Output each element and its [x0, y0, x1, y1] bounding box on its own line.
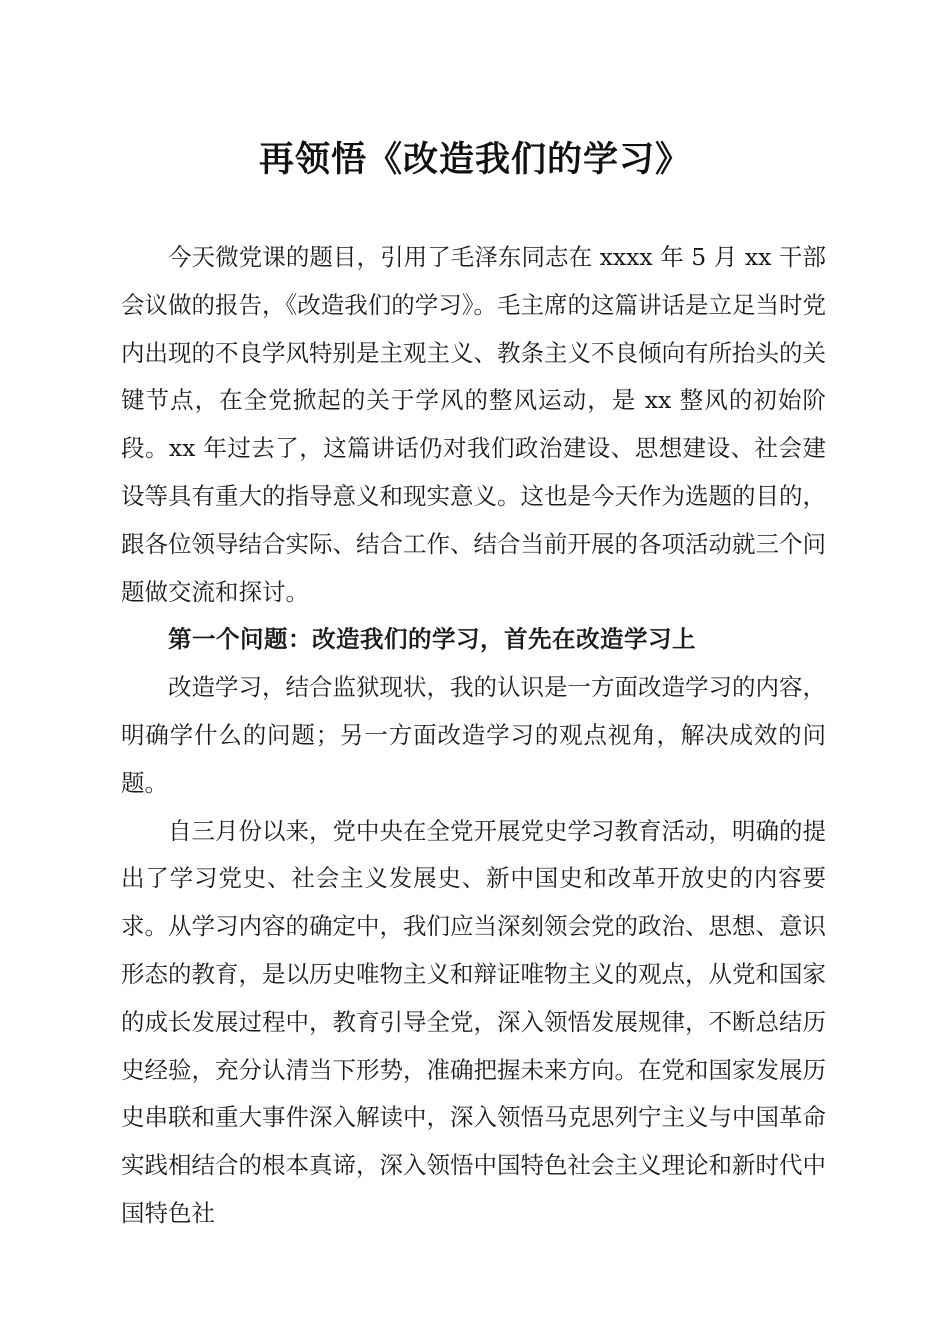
- paragraph-intro: 今天微党课的题目，引用了毛泽东同志在 xxxx 年 5 月 xx 干部会议做的报告，《改造我们的学习》。毛主席的这篇讲话是立足当时党内出现的不良学风特别是主观主义、教条主义不良倾向有所抬头的关键节点，在全党掀起的关于学风的整风运动，是 xx 整风的初始阶段。xx 年过去了，这篇讲话仍对我们政治建设、思想建设、社会建设等具有重大的指导意义和现实意义。这也是今天作为选题的目的，跟各位领导结合实际、结合工作、结合当前开展的各项活动就三个问题做交流和探讨。: [121, 243, 826, 606]
- paragraph-reform-study: 改造学习，结合监狱现状，我的认识是一方面改造学习的内容，明确学什么的问题；另一方面改造学习的观点视角，解决成效的问题。: [121, 673, 826, 797]
- document-title: 再领悟《改造我们的学习》: [258, 139, 691, 180]
- paragraph-party-history: 自三月份以来，党中央在全党开展党史学习教育活动，明确的提出了学习党史、社会主义发展史、新中国史和改革开放史的内容要求。从学习内容的确定中，我们应当深刻领会党的政治、思想、意识形态的教育，是以历史唯物主义和辩证唯物主义的观点，从党和国家的成长发展过程中，教育引导全党，深入领悟发展规律，不断总结历史经验，充分认清当下形势，准确把握未来方向。在党和国家发展历史串联和重大事件深入解读中，深入领悟马克思列宁主义与中国革命实践相结合的根本真谛，深入领悟中国特色社会主义理论和新时代中国特色社: [121, 816, 826, 1227]
- document-body: [121, 234, 826, 1238]
- section-heading-1: 第一个问题：改造我们的学习，首先在改造学习上: [168, 625, 696, 654]
